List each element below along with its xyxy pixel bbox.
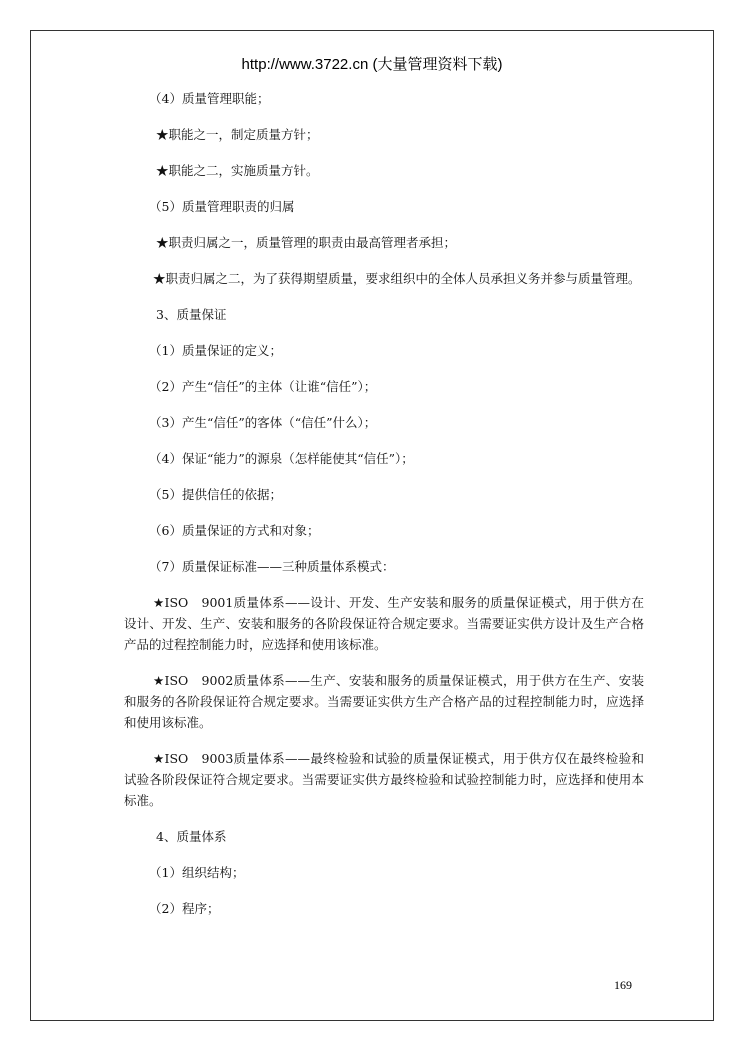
paragraph: （1）质量保证的定义； bbox=[149, 343, 282, 358]
paragraph: （3）产生“信任”的客体（“信任”什么）； bbox=[149, 415, 377, 430]
paragraph: （7）质量保证标准——三种质量体系模式： bbox=[149, 559, 395, 574]
paragraph: （4）质量管理职能； bbox=[149, 91, 270, 106]
paragraph: ★职能之二，实施质量方针。 bbox=[156, 163, 319, 178]
paragraph: ★ISO 9003质量体系——最终检验和试验的质量保证模式，用于供方仅在最终检验和试验各阶段保证符合规定要求。当需要证实供方最终检验和试验控制能力时，应选择和使用本标准。 bbox=[124, 751, 644, 808]
paragraph: （1）组织结构； bbox=[149, 865, 245, 880]
section-heading: 3、质量保证 bbox=[156, 307, 227, 322]
paragraph: ★ISO 9002质量体系——生产、安装和服务的质量保证模式，用于供方在生产、安装和服务的各阶段保证符合规定要求。当需要证实供方生产合格产品的过程控制能力时，应选择和使用该标准。 bbox=[124, 673, 644, 730]
paragraph: （5）提供信任的依据； bbox=[149, 487, 282, 502]
paragraph: （2）程序； bbox=[149, 901, 220, 916]
section-heading: 4、质量体系 bbox=[156, 829, 227, 844]
paragraph: ★ISO 9001质量体系——设计、开发、生产安装和服务的质量保证模式，用于供方在设计、开发、生产、安装和服务的各阶段保证符合规定要求。当需要证实供方设计及生产合格产品的过程控制能力时，应选择和使用该标准。 bbox=[124, 595, 644, 652]
paragraph: ★职责归属之一，质量管理的职责由最高管理者承担； bbox=[156, 235, 457, 250]
paragraph: （2）产生“信任”的主体（让谁“信任”）； bbox=[149, 379, 377, 394]
paragraph: （4）保证“能力”的源泉（怎样能使其“信任”）； bbox=[149, 451, 414, 466]
page-number: 169 bbox=[614, 978, 632, 992]
header-url: http://www.3722.cn (大量管理资料下载) bbox=[241, 56, 503, 73]
paragraph: （6）质量保证的方式和对象； bbox=[149, 523, 320, 538]
document-body bbox=[124, 88, 644, 934]
paragraph: ★职能之一，制定质量方针； bbox=[156, 127, 319, 142]
paragraph: （5）质量管理职责的归属 bbox=[149, 199, 295, 214]
paragraph: ★职责归属之二，为了获得期望质量，要求组织中的全体人员承担义务并参与质量管理。 bbox=[153, 271, 641, 286]
